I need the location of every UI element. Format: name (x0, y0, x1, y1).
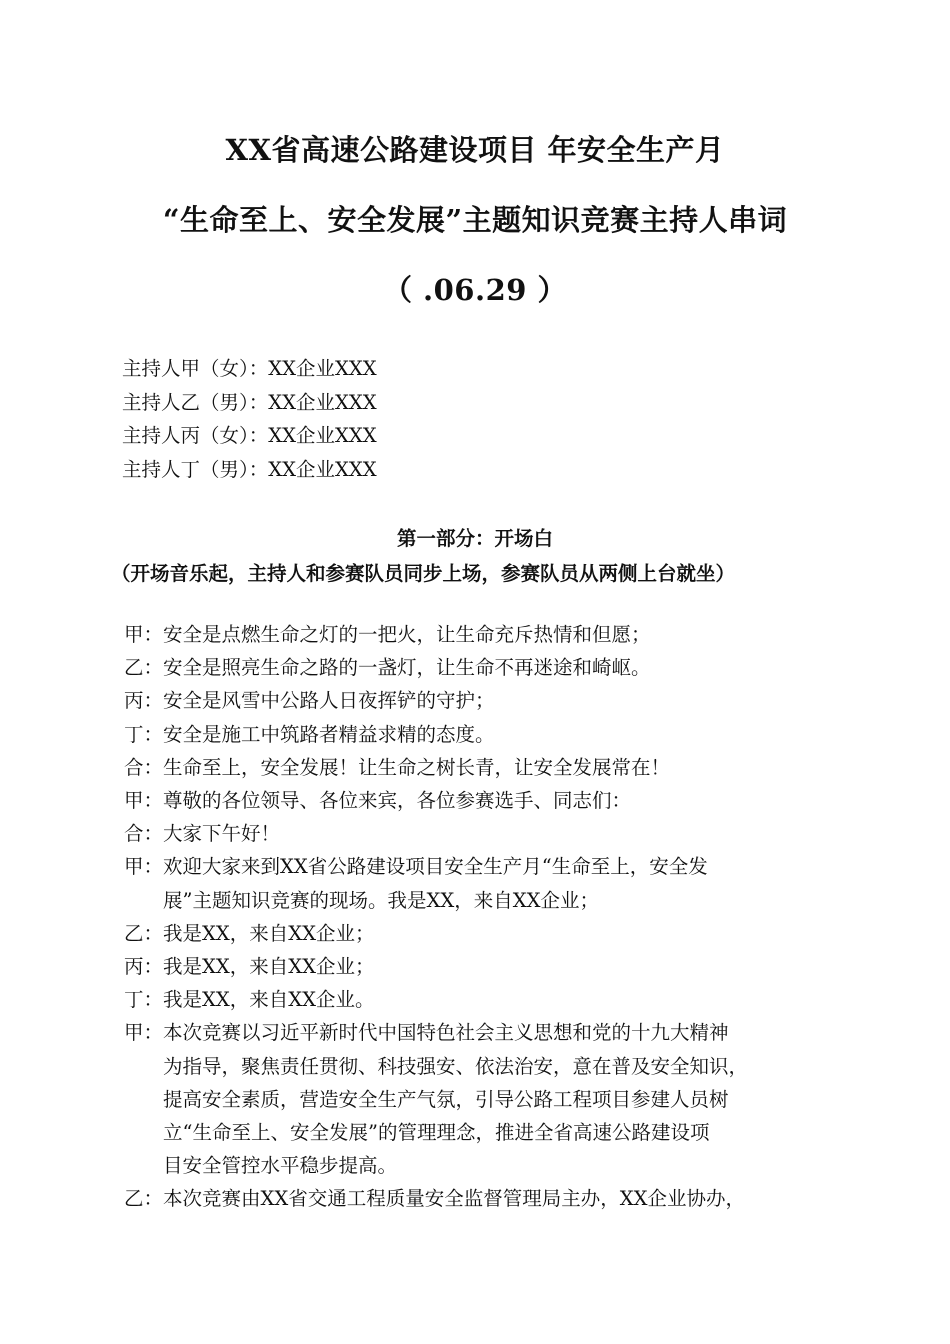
host-line: 主持人丁（男）：XX企业XXX (122, 457, 377, 481)
dialogue-line (124, 917, 844, 950)
document-title: XX省高速公路建设项目 年安全生产月 (225, 133, 725, 167)
speech-segment: 为指导，聚焦责任贯彻、科技强安、依法治安，意在普及安全知识， (163, 1054, 749, 1078)
dialogue-line (124, 1182, 844, 1215)
speech-segment: 安全是点燃生命之灯的一把火，让生命充斥热情和但愿； (163, 623, 651, 646)
speaker-label: 丁： (124, 722, 164, 746)
dialogue-line (124, 983, 844, 1016)
speech-segment: 展”主题知识竞赛的现场。我是XX，来自XX企业； (163, 888, 600, 912)
speaker-label: 乙： (124, 656, 164, 680)
speech-text (163, 784, 844, 817)
dialogue-line (124, 618, 844, 651)
speech-text (163, 718, 844, 751)
dialogue-line (124, 784, 844, 817)
speech-segment: 立“生命至上、安全发展”的管理理念，推进全省高速公路建设项 (163, 1121, 710, 1145)
speaker-label: 合： (124, 822, 164, 846)
speech-text (163, 917, 844, 950)
speech-text (163, 684, 844, 717)
speaker-label: 丙： (124, 955, 164, 979)
speech-text (163, 983, 844, 1016)
dialogue-line (124, 684, 844, 717)
speech-segment: 大家下午好！ (163, 822, 281, 846)
speech-segment: 本次竞赛以习近平新时代中国特色社会主义思想和党的十九大精神 (163, 1021, 729, 1045)
speech-text (163, 618, 844, 651)
speech-segment: 本次竞赛由XX省交通工程质量安全监督管理局主办，XX企业协办， (163, 1187, 746, 1211)
dialogue-line (124, 850, 844, 916)
speech-segment: 我是XX，来自XX企业。 (163, 988, 375, 1012)
dialogue-line (124, 751, 844, 784)
speaker-label: 甲： (124, 789, 164, 813)
host-line: 主持人甲（女）：XX企业XXX (122, 357, 377, 380)
speaker-label: 甲： (124, 855, 164, 879)
speech-text (163, 850, 844, 916)
speaker-label: 丁： (124, 988, 164, 1012)
speech-text (163, 817, 844, 850)
speech-segment: 我是XX，来自XX企业； (163, 955, 375, 979)
host-line: 主持人乙（男）：XX企业XXX (122, 390, 377, 414)
speech-text (163, 1182, 844, 1215)
speech-segment: 提高安全素质，营造安全生产气氛，引导公路工程项目参建人员树 (163, 1087, 729, 1111)
speaker-label: 丙： (124, 689, 164, 713)
stage-direction: （开场音乐起，主持人和参赛队员同步上场，参赛队员从两侧上台就坐） (111, 562, 736, 585)
speech-segment: 安全是风雪中公路人日夜挥铲的守护； (163, 689, 495, 713)
dialogue-list (124, 618, 844, 1216)
speaker-label: 乙： (124, 921, 164, 945)
speech-segment: 我是XX，来自XX企业； (163, 921, 375, 945)
speech-segment: 生命至上，安全发展！让生命之树长青，让安全发展常在！ (163, 755, 671, 779)
speaker-label: 乙： (124, 1187, 164, 1211)
speech-segment: 尊敬的各位领导、各位来宾，各位参赛选手、同志们： (163, 789, 632, 813)
speech-text (163, 950, 844, 983)
speech-segment: 安全是照亮生命之路的一盏灯，让生命不再迷途和崎岖。 (163, 656, 651, 680)
dialogue-line (124, 1016, 844, 1182)
speech-text (163, 751, 844, 784)
speaker-label: 合： (124, 755, 164, 779)
document-subtitle: “生命至上、安全发展”主题知识竞赛主持人串词 (162, 203, 788, 237)
section-heading: 第一部分：开场白 (396, 527, 553, 550)
speech-segment: 目安全管控水平稳步提高。 (163, 1154, 398, 1178)
dialogue-line (124, 950, 844, 983)
dialogue-line (124, 651, 844, 684)
speech-text (163, 1016, 844, 1182)
speaker-label: 甲： (124, 623, 164, 646)
host-line: 主持人丙（女）：XX企业XXX (122, 424, 377, 447)
speech-segment: 欢迎大家来到XX省公路建设项目安全生产月“生命至上，安全发 (163, 855, 708, 879)
document-date: （ .06.29 ） (382, 273, 568, 307)
speech-segment: 安全是施工中筑路者精益求精的态度。 (163, 722, 495, 746)
speaker-label: 甲： (124, 1021, 164, 1045)
dialogue-line (124, 718, 844, 751)
host-list (122, 352, 377, 486)
speech-text (163, 651, 844, 684)
dialogue-line (124, 817, 844, 850)
